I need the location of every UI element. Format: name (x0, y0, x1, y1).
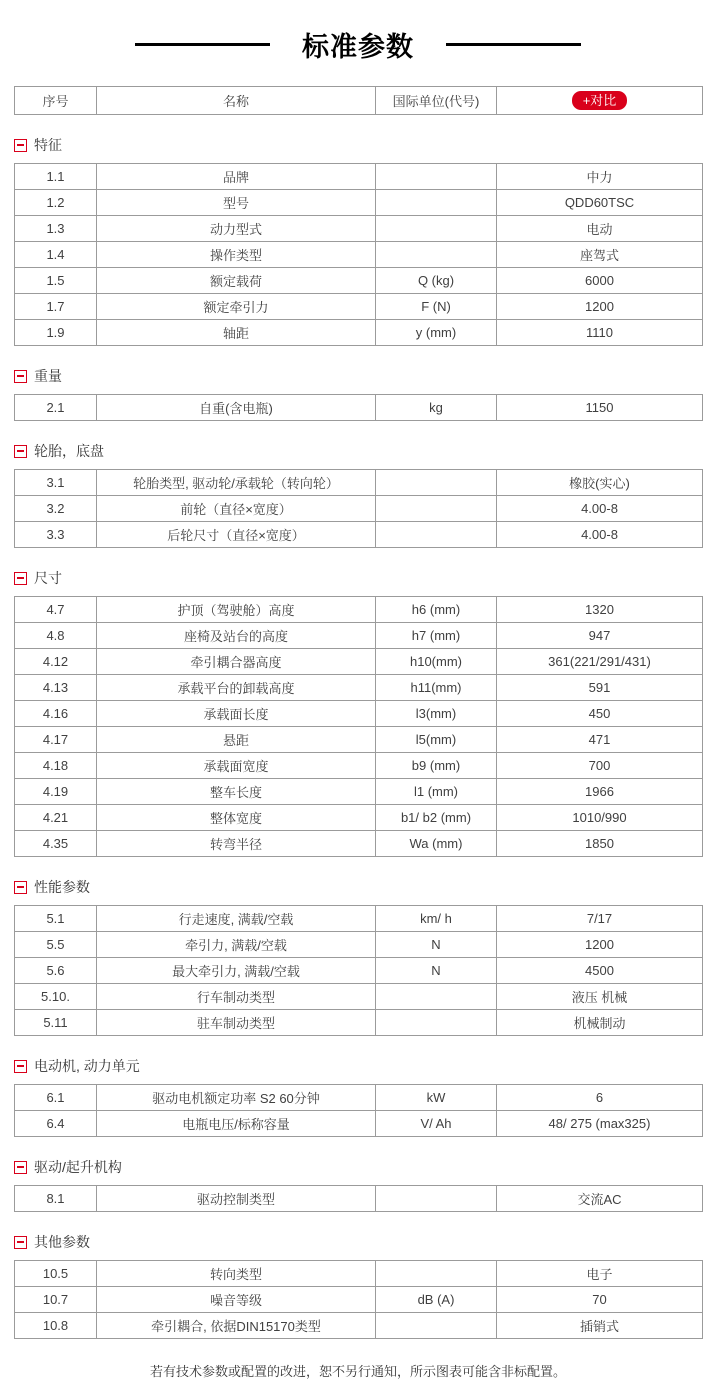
collapse-minus-icon[interactable] (14, 370, 27, 383)
cell-name: 额定载荷 (97, 268, 376, 294)
section-title: 电动机, 动力单元 (34, 1058, 140, 1074)
cell-value: QDD60TSC (497, 190, 703, 216)
cell-value: 交流AC (497, 1186, 703, 1212)
cell-no: 5.11 (15, 1010, 97, 1036)
table-row (15, 496, 703, 522)
header-row (15, 87, 703, 115)
table-row (15, 242, 703, 268)
table-row (15, 216, 703, 242)
table-row (15, 984, 703, 1010)
cell-name: 操作类型 (97, 242, 376, 268)
cell-value: 361(221/291/431) (497, 649, 703, 675)
cell-name: 驱动控制类型 (97, 1186, 376, 1212)
spec-section (14, 568, 702, 857)
collapse-minus-icon[interactable] (14, 139, 27, 152)
cell-no: 1.9 (15, 320, 97, 346)
cell-unit: l1 (mm) (376, 779, 497, 805)
cell-unit (376, 496, 497, 522)
section-title: 驱动/起升机构 (34, 1159, 122, 1175)
cell-value: 6 (497, 1085, 703, 1111)
table-row (15, 1010, 703, 1036)
cell-value: 1966 (497, 779, 703, 805)
cell-name: 自重(含电瓶) (97, 395, 376, 421)
footer-disclaimer: 若有技术参数或配置的改进，恕不另行通知，所示图表可能含非标配置。 (149, 1364, 566, 1379)
cell-unit: N (376, 958, 497, 984)
cell-unit (376, 522, 497, 548)
collapse-minus-icon[interactable] (14, 1060, 27, 1073)
page-title-block (0, 24, 716, 64)
cell-no: 5.5 (15, 932, 97, 958)
table-row (15, 1085, 703, 1111)
cell-unit: b9 (mm) (376, 753, 497, 779)
cell-name: 噪音等级 (97, 1287, 376, 1313)
section-header (14, 1232, 702, 1252)
cell-unit: V/ Ah (376, 1111, 497, 1137)
compare-button[interactable]: +对比 (572, 91, 628, 110)
cell-no: 1.2 (15, 190, 97, 216)
cell-value: 4.00-8 (497, 496, 703, 522)
table-row (15, 1186, 703, 1212)
cell-unit (376, 242, 497, 268)
cell-no: 10.8 (15, 1313, 97, 1339)
table-row (15, 831, 703, 857)
table-row (15, 958, 703, 984)
cell-unit (376, 216, 497, 242)
cell-no: 4.21 (15, 805, 97, 831)
cell-no: 4.12 (15, 649, 97, 675)
cell-unit: h11(mm) (376, 675, 497, 701)
cell-name: 最大牵引力, 满载/空载 (97, 958, 376, 984)
table-row (15, 1287, 703, 1313)
cell-unit (376, 190, 497, 216)
section-header (14, 568, 702, 588)
title-decor-line-left (135, 43, 270, 46)
section-header (14, 1056, 702, 1076)
cell-value: 1850 (497, 831, 703, 857)
cell-no: 4.7 (15, 597, 97, 623)
cell-name: 承载面长度 (97, 701, 376, 727)
title-decor-line-right (446, 43, 581, 46)
cell-value: 1320 (497, 597, 703, 623)
cell-no: 2.1 (15, 395, 97, 421)
cell-value: 471 (497, 727, 703, 753)
sections (0, 135, 716, 1339)
section-table (14, 163, 703, 346)
cell-no: 1.7 (15, 294, 97, 320)
cell-unit (376, 1261, 497, 1287)
collapse-minus-icon[interactable] (14, 572, 27, 585)
section-table (14, 1260, 703, 1339)
cell-unit (376, 1313, 497, 1339)
cell-name: 牵引耦合器高度 (97, 649, 376, 675)
cell-value: 中力 (497, 164, 703, 190)
cell-value: 947 (497, 623, 703, 649)
spec-header-table (14, 86, 703, 115)
cell-unit (376, 1010, 497, 1036)
table-row (15, 623, 703, 649)
table-row (15, 294, 703, 320)
cell-unit: kW (376, 1085, 497, 1111)
cell-name: 行走速度, 满载/空载 (97, 906, 376, 932)
section-header (14, 441, 702, 461)
collapse-minus-icon[interactable] (14, 881, 27, 894)
cell-value: 591 (497, 675, 703, 701)
cell-value: 液压 机械 (497, 984, 703, 1010)
cell-value: 1150 (497, 395, 703, 421)
table-row (15, 779, 703, 805)
header-col-no: 序号 (15, 87, 97, 115)
cell-name: 后轮尺寸（直径×宽度） (97, 522, 376, 548)
collapse-minus-icon[interactable] (14, 1161, 27, 1174)
cell-no: 1.4 (15, 242, 97, 268)
page-title: 标准参数 (302, 31, 414, 62)
section-title: 其他参数 (34, 1234, 90, 1250)
cell-no: 1.5 (15, 268, 97, 294)
cell-name: 额定牵引力 (97, 294, 376, 320)
cell-value: 橡胶(实心) (497, 470, 703, 496)
collapse-minus-icon[interactable] (14, 445, 27, 458)
cell-value: 6000 (497, 268, 703, 294)
header-col-compare (497, 87, 703, 115)
table-row (15, 675, 703, 701)
cell-unit: F (N) (376, 294, 497, 320)
section-table (14, 905, 703, 1036)
cell-no: 6.4 (15, 1111, 97, 1137)
cell-no: 4.8 (15, 623, 97, 649)
cell-no: 4.16 (15, 701, 97, 727)
cell-unit (376, 470, 497, 496)
cell-name: 驱动电机额定功率 S2 60分钟 (97, 1085, 376, 1111)
cell-value: 450 (497, 701, 703, 727)
spec-section (14, 441, 702, 548)
spec-section (14, 1232, 702, 1339)
cell-unit: h7 (mm) (376, 623, 497, 649)
cell-no: 8.1 (15, 1186, 97, 1212)
spec-section (14, 877, 702, 1036)
cell-name: 承载面宽度 (97, 753, 376, 779)
cell-no: 3.2 (15, 496, 97, 522)
section-table (14, 1084, 703, 1137)
cell-value: 电子 (497, 1261, 703, 1287)
cell-unit: h10(mm) (376, 649, 497, 675)
cell-unit (376, 164, 497, 190)
cell-value: 插销式 (497, 1313, 703, 1339)
table-row (15, 268, 703, 294)
cell-name: 悬距 (97, 727, 376, 753)
table-row (15, 470, 703, 496)
table-row (15, 164, 703, 190)
section-title: 尺寸 (34, 570, 62, 586)
cell-name: 行车制动类型 (97, 984, 376, 1010)
cell-value: 1200 (497, 932, 703, 958)
table-row (15, 395, 703, 421)
table-row (15, 649, 703, 675)
table-row (15, 320, 703, 346)
table-row (15, 1111, 703, 1137)
table-row (15, 1313, 703, 1339)
cell-name: 整体宽度 (97, 805, 376, 831)
cell-no: 4.19 (15, 779, 97, 805)
spec-section (14, 135, 702, 346)
cell-name: 轴距 (97, 320, 376, 346)
cell-no: 4.18 (15, 753, 97, 779)
cell-name: 驻车制动类型 (97, 1010, 376, 1036)
cell-value: 7/17 (497, 906, 703, 932)
table-row (15, 805, 703, 831)
section-header (14, 1157, 702, 1177)
cell-unit: Q (kg) (376, 268, 497, 294)
cell-name: 型号 (97, 190, 376, 216)
section-title: 性能参数 (34, 879, 90, 895)
table-row (15, 597, 703, 623)
cell-name: 转弯半径 (97, 831, 376, 857)
cell-no: 1.1 (15, 164, 97, 190)
cell-value: 1010/990 (497, 805, 703, 831)
cell-name: 牵引耦合, 依据DIN15170类型 (97, 1313, 376, 1339)
header-col-unit: 国际单位(代号) (376, 87, 497, 115)
table-row (15, 932, 703, 958)
cell-no: 4.17 (15, 727, 97, 753)
cell-no: 3.1 (15, 470, 97, 496)
cell-unit: y (mm) (376, 320, 497, 346)
table-row (15, 727, 703, 753)
cell-name: 牵引力, 满载/空载 (97, 932, 376, 958)
cell-value: 机械制动 (497, 1010, 703, 1036)
cell-value: 4.00-8 (497, 522, 703, 548)
table-row (15, 906, 703, 932)
section-header (14, 877, 702, 897)
cell-unit: h6 (mm) (376, 597, 497, 623)
cell-unit: b1/ b2 (mm) (376, 805, 497, 831)
cell-no: 10.7 (15, 1287, 97, 1313)
table-row (15, 522, 703, 548)
section-title: 轮胎，底盘 (34, 443, 104, 459)
cell-value: 48/ 275 (max325) (497, 1111, 703, 1137)
cell-no: 5.10. (15, 984, 97, 1010)
section-table (14, 1185, 703, 1212)
section-header (14, 135, 702, 155)
cell-value: 电动 (497, 216, 703, 242)
section-title: 重量 (34, 368, 62, 384)
cell-unit: N (376, 932, 497, 958)
cell-unit (376, 984, 497, 1010)
cell-name: 转向类型 (97, 1261, 376, 1287)
cell-no: 3.3 (15, 522, 97, 548)
cell-no: 5.1 (15, 906, 97, 932)
cell-no: 5.6 (15, 958, 97, 984)
section-table (14, 469, 703, 548)
cell-value: 1110 (497, 320, 703, 346)
cell-unit: l3(mm) (376, 701, 497, 727)
cell-value: 70 (497, 1287, 703, 1313)
section-table (14, 596, 703, 857)
cell-name: 品牌 (97, 164, 376, 190)
cell-name: 前轮（直径×宽度） (97, 496, 376, 522)
section-header (14, 366, 702, 386)
cell-value: 1200 (497, 294, 703, 320)
spec-section (14, 366, 702, 421)
cell-name: 承载平台的卸载高度 (97, 675, 376, 701)
cell-no: 10.5 (15, 1261, 97, 1287)
cell-no: 4.13 (15, 675, 97, 701)
section-table (14, 394, 703, 421)
cell-value: 座驾式 (497, 242, 703, 268)
spec-section (14, 1157, 702, 1212)
cell-name: 电瓶电压/标称容量 (97, 1111, 376, 1137)
cell-no: 4.35 (15, 831, 97, 857)
table-row (15, 701, 703, 727)
collapse-minus-icon[interactable] (14, 1236, 27, 1249)
cell-unit: kg (376, 395, 497, 421)
cell-unit (376, 1186, 497, 1212)
section-title: 特征 (34, 137, 62, 153)
table-row (15, 190, 703, 216)
cell-unit: Wa (mm) (376, 831, 497, 857)
spec-section (14, 1056, 702, 1137)
cell-no: 1.3 (15, 216, 97, 242)
cell-no: 6.1 (15, 1085, 97, 1111)
table-row (15, 753, 703, 779)
cell-unit: dB (A) (376, 1287, 497, 1313)
cell-name: 整车长度 (97, 779, 376, 805)
cell-name: 动力型式 (97, 216, 376, 242)
header-col-name: 名称 (97, 87, 376, 115)
cell-unit: km/ h (376, 906, 497, 932)
cell-name: 轮胎类型, 驱动轮/承载轮（转向轮） (97, 470, 376, 496)
cell-unit: l5(mm) (376, 727, 497, 753)
cell-value: 700 (497, 753, 703, 779)
table-row (15, 1261, 703, 1287)
cell-value: 4500 (497, 958, 703, 984)
cell-name: 座椅及站台的高度 (97, 623, 376, 649)
cell-name: 护顶（驾驶舱）高度 (97, 597, 376, 623)
